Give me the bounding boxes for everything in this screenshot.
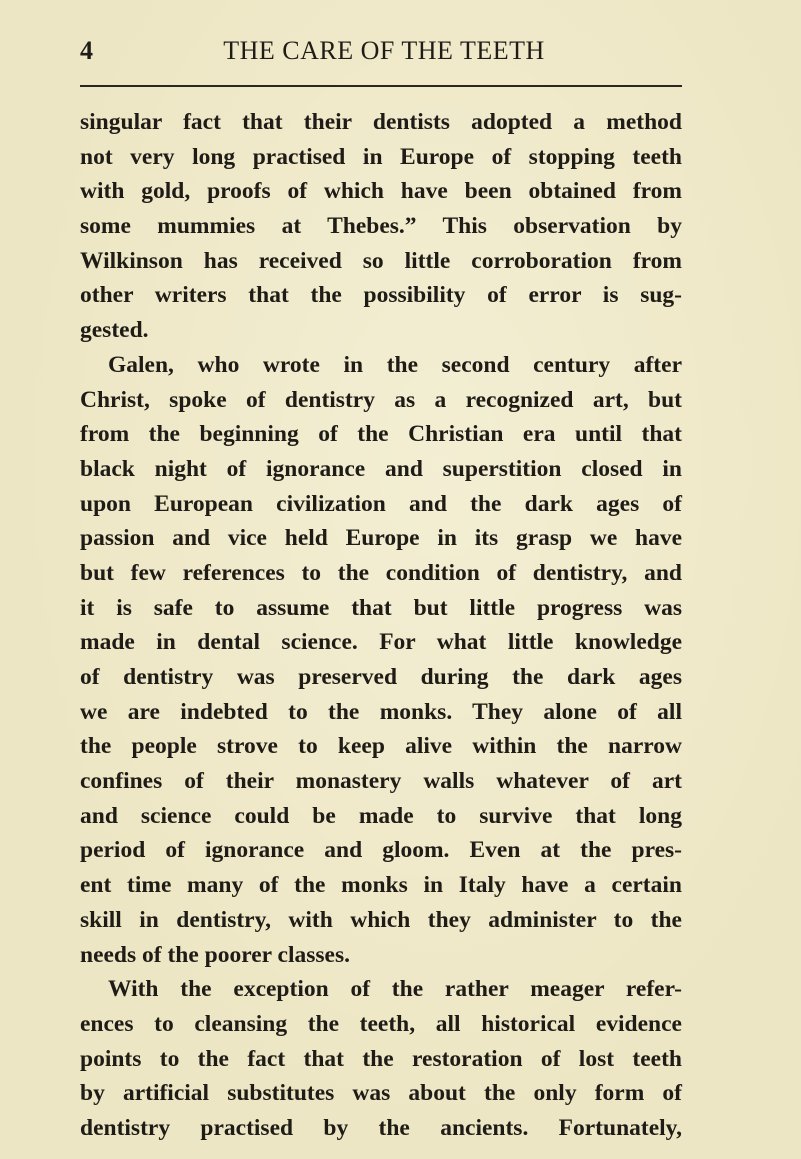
text-line: gested. — [80, 317, 149, 344]
text-line: With the exception of the rather meager refer- — [108, 976, 682, 1003]
text-line: skill in dentistry, with which they administer to the — [80, 906, 682, 933]
text-line: it is safe to assume that but little progress was — [80, 594, 682, 621]
running-head — [80, 34, 680, 68]
text-line: of dentistry was preserved during the dark ages — [80, 664, 682, 690]
text-line: passion and vice held Europe in its grasp we have — [80, 525, 682, 552]
text-line: some mummies at Thebes.” This observation by — [80, 213, 682, 240]
text-line: confines of their monastery walls whatever of art — [80, 768, 682, 795]
body-text — [80, 105, 682, 1146]
text-line: other writers that the possibility of error is sug- — [80, 282, 682, 309]
text-line: dentistry practised by the ancients. Fortunately, — [80, 1114, 682, 1141]
text-line: points to the fact that the restoration of lost teeth — [80, 1045, 682, 1072]
text-line: from the beginning of the Christian era until that — [80, 421, 682, 448]
text-line: needs of the poorer classes. — [80, 941, 351, 968]
text-line: Christ, spoke of dentistry as a recognized art, but — [80, 386, 682, 413]
text-line: made in dental science. For what little knowledge — [80, 629, 682, 656]
text-line: but few references to the condition of dentistry, and — [80, 559, 682, 586]
header-rule — [80, 85, 682, 87]
text-line: period of ignorance and gloom. Even at the pres- — [80, 837, 682, 864]
text-line: upon European civilization and the dark ages of — [80, 490, 682, 517]
text-line: Wilkinson has received so little corroboration from — [80, 247, 682, 274]
text-line: Galen, who wrote in the second century after — [108, 351, 682, 378]
text-line: ences to cleansing the teeth, all historical evidence — [80, 1010, 682, 1037]
text-line: we are indebted to the monks. They alone of all — [80, 698, 682, 725]
text-line: by artificial substitutes was about the only form of — [80, 1080, 682, 1107]
text-line: and science could be made to survive that long — [80, 802, 682, 829]
text-line: with gold, proofs of which have been obtained from — [80, 178, 682, 205]
text-line: black night of ignorance and superstition closed in — [80, 455, 682, 482]
text-line: ent time many of the monks in Italy have a certain — [80, 872, 682, 899]
text-line: not very long practised in Europe of stopping teeth — [80, 143, 682, 170]
running-title: THE CARE OF THE TEETH — [223, 36, 545, 65]
text-line: the people strove to keep alive within the narrow — [80, 733, 682, 760]
page-number: 4 — [80, 36, 94, 65]
text-line: singular fact that their dentists adopted a method — [80, 109, 682, 135]
